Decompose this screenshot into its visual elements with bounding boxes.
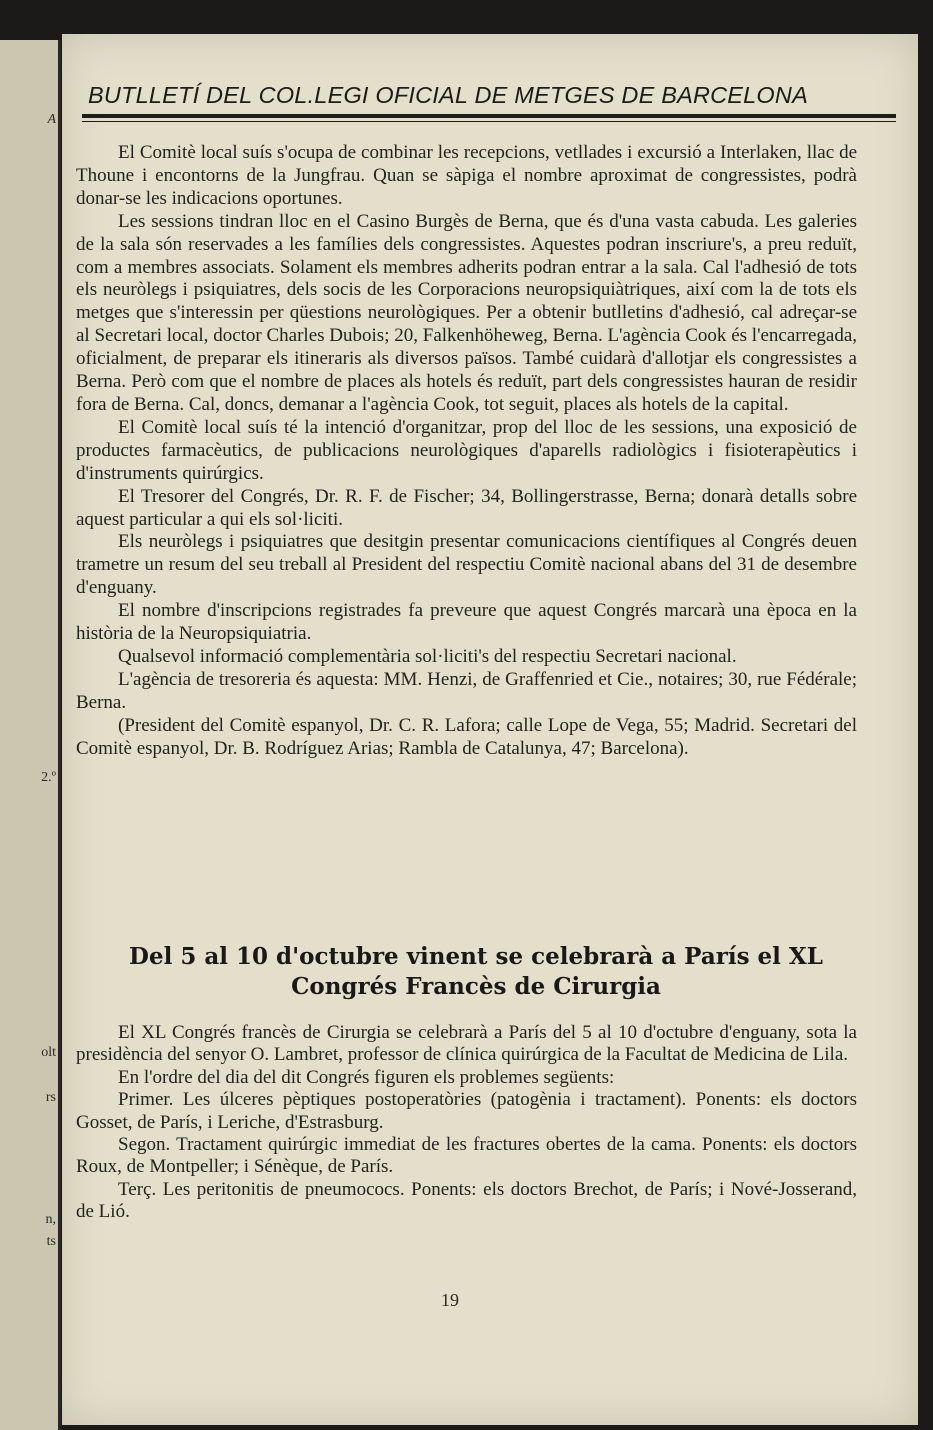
facing-page-fragment: A [47, 112, 56, 127]
paragraph: Segon. Tractament quirúrgic immediat de les fractures obertes de la cama. Ponents: els doctors Roux, de Montpeller; i Sénèque, de París. [76, 1134, 857, 1178]
paragraph: Les sessions tindran lloc en el Casino Burgès de Berna, que és d'una vasta cabuda. Les galeries de la sala són reservades a les famílies dels congressistes. Aquestes podran inscriure's, a preu reduït, com a membres associats. Solament els membres adherits podran entrar a la sala. Cal l'adhesió de tots els neuròlegs i psiquiatres, dels socis de les Corporacions neuropsiquiàtriques, així com la de tots els metges que s'interessin per qüestions neurològiques. Per a obtenir butlletins d'adhesió, cal adreçar-se al Secretari local, doctor Charles Dubois; 20, Falkenhöheweg, Berna. L'agència Cook és l'encarregada, oficialment, de preparar els itineraris als diversos països. També cuidarà d'allotjar els congressistes a Berna. Però com que el nombre de places als hotels és reduït, part dels congressistes hauran de residir fora de Berna. Cal, doncs, demanar a l'agència Cook, tot seguit, places als hotels de la capital. [76, 210, 857, 415]
paragraph: El Comitè local suís s'ocupa de combinar les recepcions, vetllades i excursió a Interlaken, llac de Thoune i encontorns de la Jungfrau. Quan se sàpiga el nombre aproximat de congressistes, podrà donar-se les indicacions oportunes. [76, 142, 857, 209]
page-number: 19 [441, 1290, 459, 1310]
paragraph: El XL Congrés francès de Cirurgia se celebrarà a París del 5 al 10 d'octubre d'enguany, sota la presidència del senyor O. Lambret, professor de clínica quirúrgica de la Facultat de Medicina de Lila. [76, 1022, 857, 1066]
facing-page-fragment: 2.º [41, 770, 56, 785]
paragraph: (President del Comitè espanyol, Dr. C. R. Lafora; calle Lope de Vega, 55; Madrid. Secretari del Comitè espanyol, Dr. B. Rodríguez Arias; Rambla de Catalunya, 47; Barcelona). [76, 714, 857, 759]
paragraph: L'agència de tresoreria és aquesta: MM. Henzi, de Graffenried et Cie., notaires; 30, rue Fédérale; Berna. [76, 668, 857, 713]
header-rule-thin [82, 121, 896, 122]
paragraph: En l'ordre del dia del dit Congrés figuren els problemes següents: [118, 1066, 615, 1088]
facing-page-edge [0, 40, 61, 1430]
header-rule-thick [82, 114, 896, 118]
facing-page-fragment: ts [46, 1234, 56, 1249]
facing-page-fragment: olt [41, 1045, 56, 1060]
paragraph: Terç. Les peritonitis de pneumococs. Ponents: els doctors Brechot, de París; i Nové-Josserand, de Lió. [76, 1178, 857, 1223]
document-page [62, 34, 918, 1425]
paragraph: Qualsevol informació complementària sol·liciti's del respectiu Secretari nacional. [118, 645, 737, 667]
paragraph: Els neuròlegs i psiquiatres que desitgin presentar comunicacions científiques al Congrés deuen trametre un resum del seu treball al President del respectiu Comitè nacional abans del 31 de desembre d'enguany. [76, 531, 857, 599]
article-surgery-congress [76, 1022, 857, 1224]
facing-page-fragment: rs [45, 1090, 56, 1105]
paragraph: Primer. Les úlceres pèptiques postoperatòries (patogènia i tractament). Ponents: els doctors Gosset, de París, i Leriche, d'Estrasburg. [76, 1089, 857, 1133]
running-header: BUTLLETÍ DEL COL.LEGI OFICIAL DE METGES DE BARCELONA [88, 82, 808, 108]
paragraph: El Tresorer del Congrés, Dr. R. F. de Fischer; 34, Bollingerstrasse, Berna; donarà detalls sobre aquest particular a qui els sol·liciti. [76, 485, 857, 530]
section-title: Del 5 al 10 d'octubre vinent se celebrarà a París el XL Congrés Francès de Cirurgia [129, 943, 823, 1000]
paragraph: El Comitè local suís té la intenció d'organitzar, prop del lloc de les sessions, una exposició de productes farmacèutics, de publicacions neurològiques d'aparells radiològics i fisioterapèutics i d'instruments quirúrgics. [76, 416, 857, 484]
paragraph: El nombre d'inscripcions registrades fa preveure que aquest Congrés marcarà una època en la història de la Neuropsiquiatria. [76, 600, 857, 645]
article-congress-neurology [76, 142, 857, 760]
facing-page-fragment: n, [45, 1212, 56, 1227]
